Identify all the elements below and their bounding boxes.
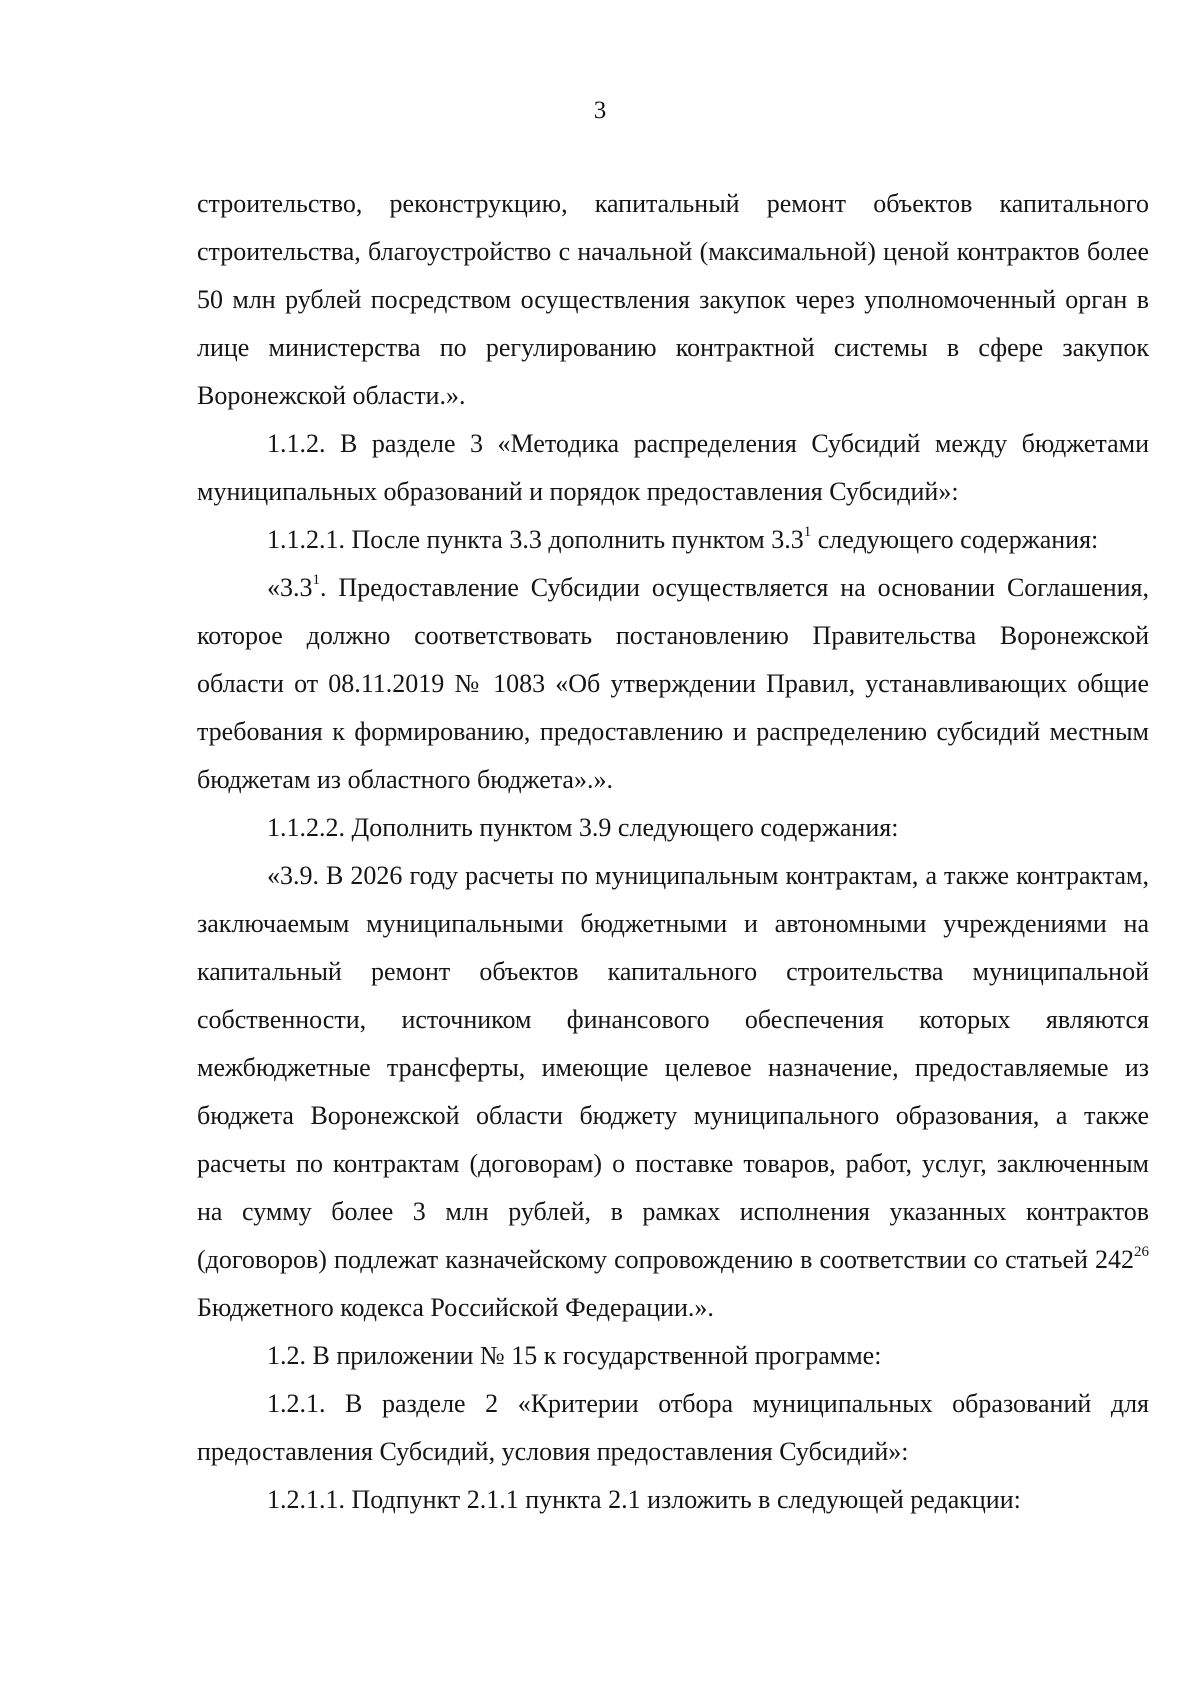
paragraph-text: «3.9. В 2026 году расчеты по муниципальным контрактам, а также контрактам, заключаемым муниципальными бюджетными и автономными учреждениями на капитальный ремонт объектов капитального строительства муниципальной собственности, источником финансового обеспечения которых являются межбюджетные трансферты, имеющие целевое назначение, предоставляемые из бюджета Воронежской области бюджету муниципального образования, а также расчеты по контрактам (договорам) о поставке товаров, работ, услуг, заключенным на сумму более 3 млн рублей, в рамках исполнения указанных контрактов (договоров) подлежат казначейскому сопровождению в соответствии со статьей 242 [197, 861, 1149, 1274]
superscript: 26 [1134, 1244, 1149, 1261]
paragraph-1-1-2: 1.1.2. В разделе 3 «Методика распределения Субсидий между бюджетами муниципальных образований и порядок предоставления Субсидий»: [197, 429, 1149, 506]
superscript: 1 [803, 524, 812, 541]
paragraph-1-2-1: 1.2.1. В разделе 2 «Критерии отбора муниципальных образований для предоставления Субсидий, условия предоставления Субсидий»: [197, 1389, 1149, 1466]
paragraph-text: «3.3 [267, 573, 313, 602]
paragraph-1-2: 1.2. В приложении № 15 к государственной программе: [267, 1341, 882, 1370]
document-body [197, 180, 1149, 1524]
paragraph-text: 1.1.2.1. После пункта 3.3 дополнить пунктом 3.3 [267, 525, 804, 554]
paragraph-text: Бюджетного кодекса Российской Федерации.». [197, 1293, 714, 1322]
paragraph-text: следующего содержания: [811, 525, 1099, 554]
page-number: 3 [593, 97, 607, 124]
paragraph-continuation: строительство, реконструкцию, капитальный ремонт объектов капитального строительства, благоустройство с начальной (максимальной) ценой контрактов более 50 млн рублей посредством осуществления закупок через уполномоченный орган в лице министерства по регулированию контрактной системы в сфере закупок Воронежской области.». [197, 189, 1149, 410]
superscript: 1 [312, 572, 320, 589]
paragraph-1-2-1-1: 1.2.1.1. Подпункт 2.1.1 пункта 2.1 изложить в следующей редакции: [267, 1485, 1021, 1514]
paragraph-quote-3-9 [197, 852, 1149, 1332]
paragraph-quote-3-3-1 [197, 564, 1149, 804]
paragraph-1-1-2-2: 1.1.2.2. Дополнить пунктом 3.9 следующего содержания: [267, 813, 899, 842]
paragraph-1-1-2-1 [197, 516, 1149, 564]
paragraph-text: . Предоставление Субсидии осуществляется на основании Соглашения, которое должно соответствовать постановлению Правительства Воронежской области от 08.11.2019 № 1083 «Об утверждении Правил, устанавливающих общие требования к формированию, предоставлению и распределению субсидий местным бюджетам из областного бюджета».». [197, 573, 1149, 794]
